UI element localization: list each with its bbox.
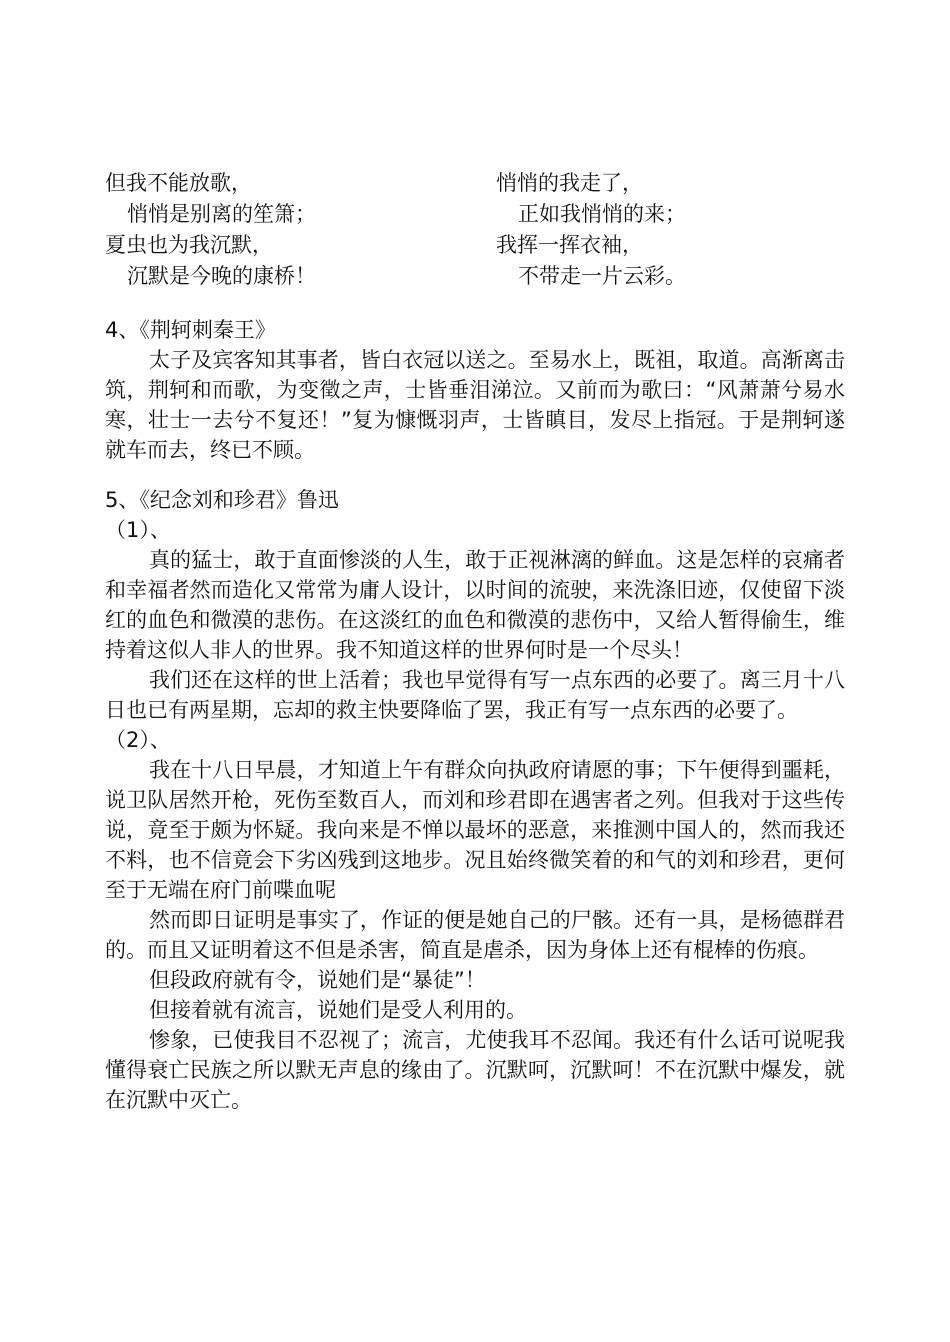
section-jingke — [105, 315, 845, 465]
poem-line: 我挥一挥衣袖， — [496, 233, 643, 257]
poem-left-column — [105, 168, 465, 292]
poem-line: 夏虫也为我沉默， — [105, 233, 273, 257]
section-heading: 4、《荆轲刺秦王》 — [105, 318, 276, 342]
poem-right-column — [496, 168, 856, 292]
poem-line: 不带走一片云彩。 — [518, 264, 686, 288]
paragraph: 我在十八日早晨，才知道上午有群众向执政府请愿的事；下午便得到噩耗，说卫队居然开枪，死伤至数百人，而刘和珍君即在遇害者之列。但我对于这些传说，竟至于颇为怀疑。我向来是不惮以最坏的恶意，来推测中国人的，然而我还不料，也不信竟会下劣凶残到这地步。况且始终微笑着的和气的刘和珍君，更何至于无端在府门前喋血呢 — [105, 758, 845, 902]
paragraph: 但段政府就有令，说她们是“暴徒”！ — [149, 968, 486, 992]
paragraph: 惨象，已使我目不忍视了；流言，尤使我耳不忍闻。我还有什么话可说呢我懂得衰亡民族之所以默无声息的缘由了。沉默呵，沉默呵！不在沉默中爆发，就在沉默中灭亡。 — [105, 1028, 845, 1112]
subsection-marker: （2）、 — [105, 728, 171, 752]
subsection-marker: （1）、 — [105, 518, 171, 542]
poem-line: 正如我悄悄的来； — [518, 202, 686, 226]
section-liuhezhen — [105, 485, 845, 1115]
paragraph: 我们还在这样的世上活着；我也早觉得有写一点东西的必要了。离三月十八日也已有两星期，忘却的救主快要降临了罢，我正有写一点东西的必要了。 — [105, 668, 845, 722]
paragraph: 但接着就有流言，说她们是受人利用的。 — [149, 998, 527, 1022]
poem-line: 沉默是今晚的康桥！ — [127, 264, 316, 288]
paragraph: 太子及宾客知其事者，皆白衣冠以送之。至易水上，既祖，取道。高渐离击筑，荆轲和而歌，为变徵之声，士皆垂泪涕泣。又前而为歌曰：“风萧萧兮易水寒，壮士一去兮不复还！”复为慷慨羽声，士皆瞋目，发尽上指冠。于是荆轲遂就车而去，终已不顾。 — [105, 348, 845, 462]
poem-line: 但我不能放歌， — [105, 171, 252, 195]
paragraph: 真的猛士，敢于直面惨淡的人生，敢于正视淋漓的鲜血。这是怎样的哀痛者和幸福者然而造化又常常为庸人设计，以时间的流驶，来洗涤旧迹，仅使留下淡红的血色和微漠的悲伤。在这淡红的血色和微漠的悲伤中，又给人暂得偷生，维持着这似人非人的世界。我不知道这样的世界何时是一个尽头！ — [105, 548, 845, 662]
poem-line: 悄悄是别离的笙箫； — [127, 202, 316, 226]
poem-excerpt — [105, 168, 845, 292]
paragraph: 然而即日证明是事实了，作证的便是她自己的尸骸。还有一具，是杨德群君的。而且又证明着这不但是杀害，简直是虐杀，因为身体上还有棍棒的伤痕。 — [105, 908, 845, 962]
section-heading: 5、《纪念刘和珍君》鲁迅 — [105, 488, 339, 512]
poem-line: 悄悄的我走了， — [496, 171, 643, 195]
